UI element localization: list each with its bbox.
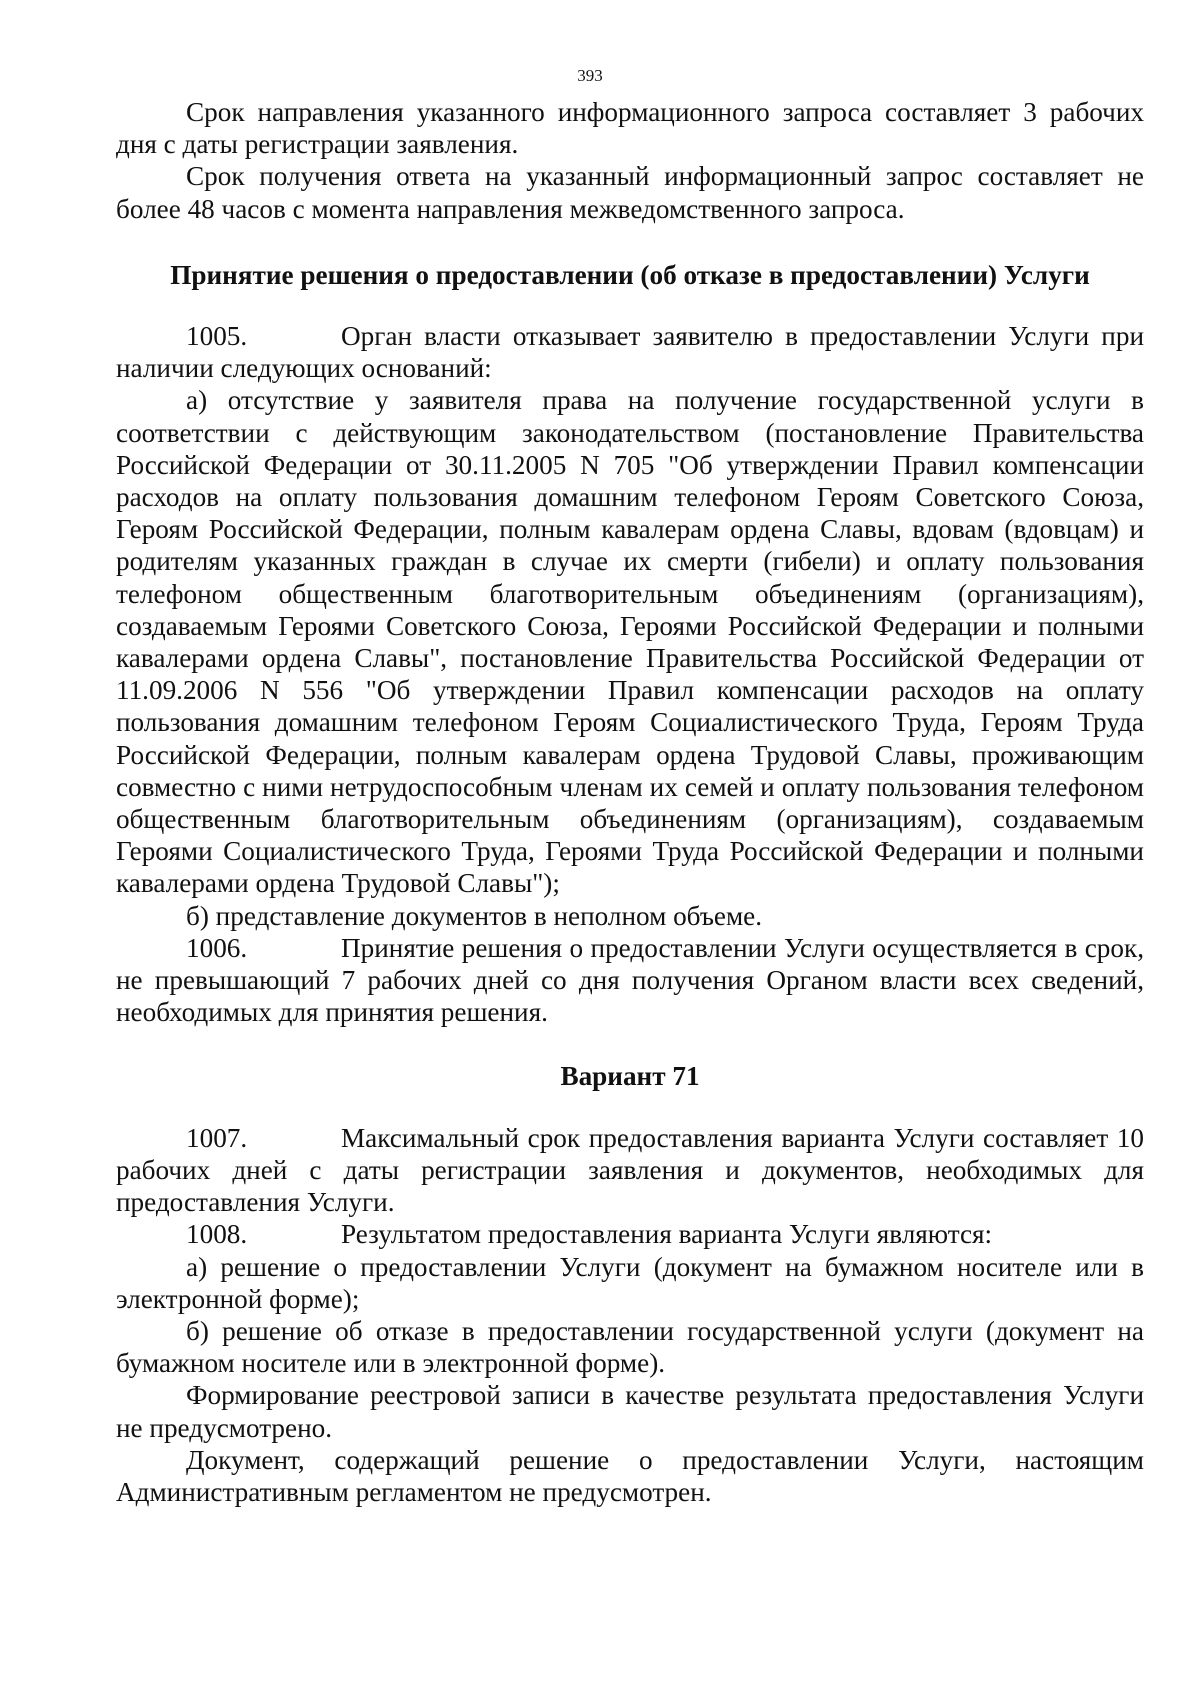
list-item-refusal-b: б) представление документов в неполном объеме. <box>186 900 763 931</box>
list-item-refusal-a: а) отсутствие у заявителя права на получение государственной услуги в соответствии с действующим законодательством (постановление Правительства Российской Федерации от 30.11.2005 N 705 "Об утверждении Правил компенсации расходов на оплату пользования домашним телефоном Героям Советского Союза, Героям Российской Федерации, полным кавалерам ордена Славы, вдовам (вдовцам) и родителям указанных граждан в случае их смерти (гибели) и оплату пользования телефоном общественным благотворительным объединениям (организациям), создаваемым Героями Советского Союза, Героями Российской Федерации и полными кавалерами ордена Славы", постановление Правительства Российской Федерации от 11.09.2006 N 556 "Об утверждении Правил компенсации расходов на оплату пользования домашним телефоном Героям Социалистического Труда, Героям Труда Российской Федерации, полным кавалерам ордена Трудовой Славы, проживающим совместно с ними нетрудоспособным членам их семей и оплату пользования телефоном общественным благотворительным объединениям (организациям), создаваемым Героями Социалистического Труда, Героями Труда Российской Федерации и полными кавалерами ордена Трудовой Славы"); <box>116 385 1144 899</box>
clause-number: 1005. <box>186 321 248 352</box>
page-number: 393 <box>577 66 603 85</box>
paragraph-request-deadline: Срок направления указанного информационного запроса составляет 3 рабочих дня с даты регистрации заявления. <box>116 97 1144 160</box>
paragraph-registry-record: Формирование реестровой записи в качестве результата предоставления Услуги не предусмотрено. <box>116 1380 1144 1443</box>
clause-number: 1008. <box>186 1219 248 1250</box>
clause-number: 1006. <box>186 932 248 963</box>
section-heading-decision: Принятие решения о предоставлении (об отказе в предоставлении) Услуги <box>170 259 1090 290</box>
clause-number: 1007. <box>186 1122 248 1153</box>
paragraph-response-deadline: Срок получения ответа на указанный информационный запрос составляет не более 48 часов с момента направления межведомственного запроса. <box>116 161 1144 224</box>
paragraph-decision-document: Документ, содержащий решение о предоставлении Услуги, настоящим Административным регламентом не предусмотрен. <box>116 1444 1144 1507</box>
clause-1007 <box>116 1122 1144 1219</box>
clause-text: Результатом предоставления варианта Услуги являются: <box>341 1219 993 1250</box>
clause-1008 <box>116 1218 1144 1250</box>
document-body <box>116 96 1144 1508</box>
clause-1005 <box>116 320 1144 384</box>
section-heading-variant: Вариант 71 <box>560 1061 700 1092</box>
list-item-result-b: б) решение об отказе в предоставлении государственной услуги (документ на бумажном носителе или в электронной форме). <box>116 1315 1144 1379</box>
clause-text: Орган власти отказывает заявителю в предоставлении Услуги при наличии следующих оснований: <box>116 321 1144 384</box>
list-item-result-a: а) решение о предоставлении Услуги (документ на бумажном носителе или в электронной форме); <box>116 1251 1144 1314</box>
clause-text: Максимальный срок предоставления варианта Услуги составляет 10 рабочих дней с даты регистрации заявления и документов, необходимых для предоставления Услуги. <box>116 1122 1144 1218</box>
clause-1006 <box>116 932 1144 1029</box>
clause-text: Принятие решения о предоставлении Услуги осуществляется в срок, не превышающий 7 рабочих дней со дня получения Органом власти всех сведений, необходимых для принятия решения. <box>116 932 1144 1028</box>
